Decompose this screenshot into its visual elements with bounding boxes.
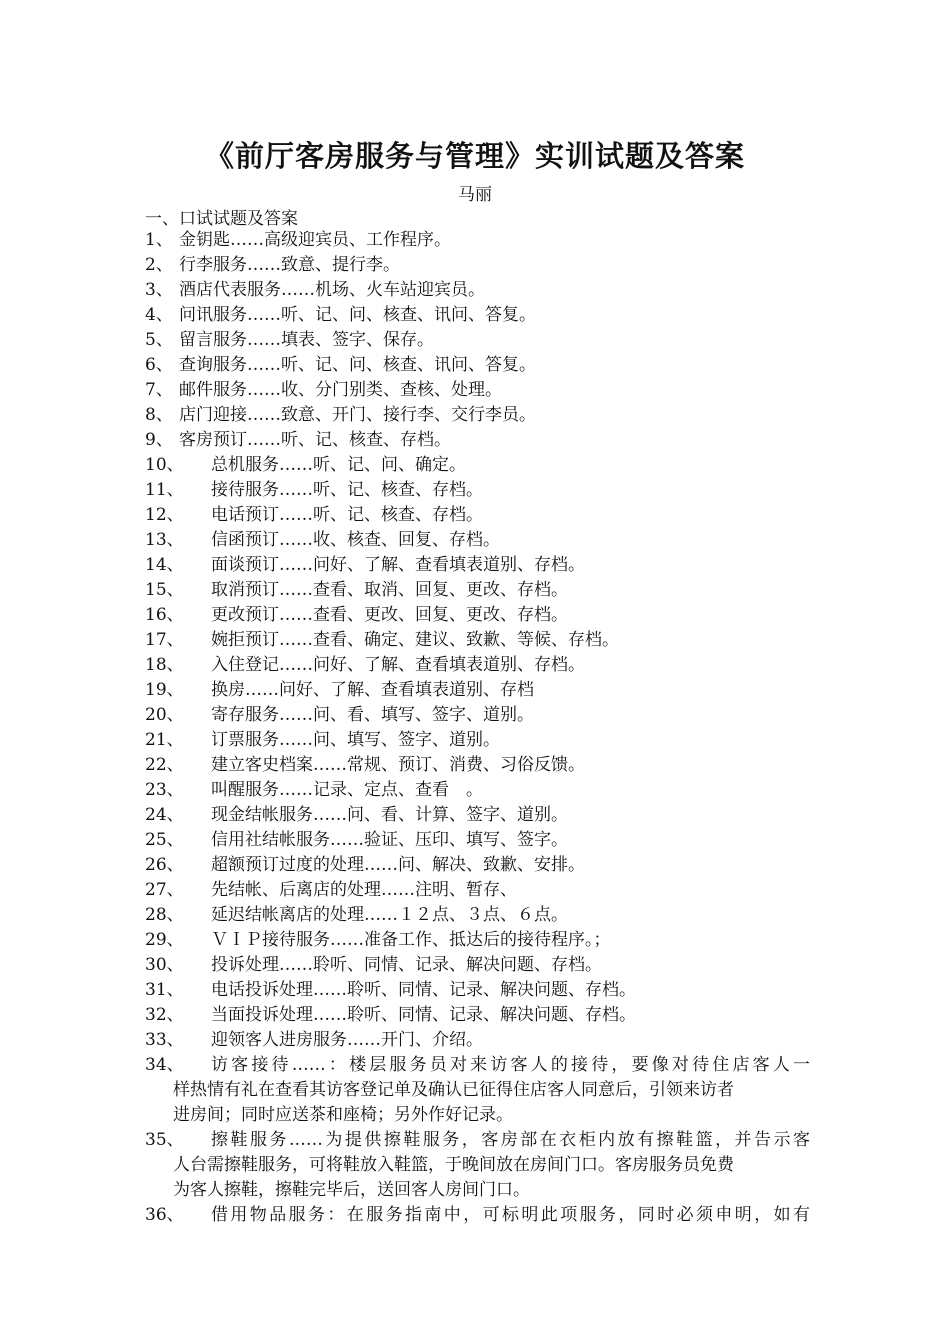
item-number: 10、 bbox=[145, 455, 184, 475]
list-item bbox=[145, 403, 810, 428]
list-item bbox=[145, 878, 810, 903]
paragraph-line: 样热情有礼在查看其访客登记单及确认已征得住店客人同意后，引领来访者 bbox=[173, 1080, 734, 1100]
item-text: 入住登记……问好、了解、查看填表道别、存档。 bbox=[211, 655, 585, 675]
document-title: 《前厅客房服务与管理》实训试题及答案 bbox=[204, 139, 745, 173]
list-item bbox=[145, 503, 810, 528]
item-text: 电话预订……听、记、核查、存档。 bbox=[211, 505, 483, 525]
item-number: 27、 bbox=[145, 880, 184, 900]
item-number: 2、 bbox=[145, 255, 173, 275]
paragraph-line: 进房间；同时应送茶和座椅；另外作好记录。 bbox=[173, 1105, 513, 1125]
item-number: 5、 bbox=[145, 330, 173, 350]
item-text: 寄存服务……问、看、填写、签字、道别。 bbox=[211, 705, 534, 725]
item-number: 3、 bbox=[145, 280, 173, 300]
item-number: 24、 bbox=[145, 805, 184, 825]
list-item bbox=[145, 978, 810, 1003]
list-item bbox=[145, 703, 810, 728]
list-item bbox=[145, 453, 810, 478]
list-item-paragraph bbox=[145, 1053, 810, 1128]
item-text: 叫醒服务……记录、定点、查看 。 bbox=[211, 780, 483, 800]
item-text: 留言服务……填表、签字、保存。 bbox=[179, 330, 434, 350]
paragraph-first-line: 擦鞋服务……为提供擦鞋服务，客房部在衣柜内放有擦鞋篮，并告示客 bbox=[211, 1130, 810, 1150]
author-name: 马丽 bbox=[458, 185, 492, 205]
item-text: 电话投诉处理……聆听、同情、记录、解决问题、存档。 bbox=[211, 980, 636, 1000]
item-number: 18、 bbox=[145, 655, 184, 675]
list-item bbox=[145, 428, 810, 453]
item-number: 34、 bbox=[145, 1055, 184, 1075]
item-text: 婉拒预订……查看、确定、建议、致歉、等候、存档。 bbox=[211, 630, 619, 650]
item-text: 投诉处理……聆听、同情、记录、解决问题、存档。 bbox=[211, 955, 602, 975]
item-text: 订票服务……问、填写、签字、道别。 bbox=[211, 730, 500, 750]
list-item bbox=[145, 653, 810, 678]
paragraph-line: 为客人擦鞋，擦鞋完毕后，送回客人房间门口。 bbox=[173, 1180, 530, 1200]
item-number: 19、 bbox=[145, 680, 184, 700]
item-number: 36、 bbox=[145, 1205, 184, 1225]
paragraph-first-line: 访客接待……：楼层服务员对来访客人的接待，要像对待住店客人一 bbox=[211, 1055, 810, 1075]
list-item bbox=[145, 928, 810, 953]
list-item bbox=[145, 778, 810, 803]
item-text: 查询服务……听、记、问、核查、讯问、答复。 bbox=[179, 355, 536, 375]
item-number: 1、 bbox=[145, 230, 173, 250]
item-text: 延迟结帐离店的处理……１２点、３点、６点。 bbox=[211, 905, 568, 925]
item-text: 超额预订过度的处理……问、解决、致歉、安排。 bbox=[211, 855, 585, 875]
item-text: 先结帐、后离店的处理……注明、暂存、 bbox=[211, 880, 517, 900]
item-text: 换房……问好、了解、查看填表道别、存档 bbox=[211, 680, 534, 700]
item-text: 问讯服务……听、记、问、核查、讯问、答复。 bbox=[179, 305, 536, 325]
list-item bbox=[145, 278, 810, 303]
item-number: 6、 bbox=[145, 355, 173, 375]
item-text: 信用社结帐服务……验证、压印、填写、签字。 bbox=[211, 830, 568, 850]
item-number: 7、 bbox=[145, 380, 173, 400]
item-text: 店门迎接……致意、开门、接行李、交行李员。 bbox=[179, 405, 536, 425]
item-number: 14、 bbox=[145, 555, 184, 575]
item-text: 取消预订……查看、取消、回复、更改、存档。 bbox=[211, 580, 568, 600]
item-number: 31、 bbox=[145, 980, 184, 1000]
item-number: 13、 bbox=[145, 530, 184, 550]
item-text: 当面投诉处理……聆听、同情、记录、解决问题、存档。 bbox=[211, 1005, 636, 1025]
item-number: 11、 bbox=[145, 480, 184, 500]
item-text: 迎领客人进房服务……开门、介绍。 bbox=[211, 1030, 483, 1050]
list-item bbox=[145, 953, 810, 978]
list-item-paragraph bbox=[145, 1203, 810, 1228]
item-number: 32、 bbox=[145, 1005, 184, 1025]
section-heading: 一、口试试题及答案 bbox=[145, 209, 298, 229]
list-item bbox=[145, 628, 810, 653]
list-item bbox=[145, 528, 810, 553]
item-text: 邮件服务……收、分门别类、查核、处理。 bbox=[179, 380, 502, 400]
paragraph-first-line: 借用物品服务：在服务指南中，可标明此项服务，同时必须申明，如有 bbox=[211, 1205, 810, 1225]
question-list bbox=[145, 228, 810, 1228]
item-text: 信函预订……收、核查、回复、存档。 bbox=[211, 530, 500, 550]
item-text: 酒店代表服务……机场、火车站迎宾员。 bbox=[179, 280, 485, 300]
list-item bbox=[145, 328, 810, 353]
item-text: 金钥匙……高级迎宾员、工作程序。 bbox=[179, 230, 451, 250]
list-item bbox=[145, 828, 810, 853]
item-number: 9、 bbox=[145, 430, 173, 450]
item-number: 20、 bbox=[145, 705, 184, 725]
list-item bbox=[145, 803, 810, 828]
item-text: 现金结帐服务……问、看、计算、签字、道别。 bbox=[211, 805, 568, 825]
item-number: 23、 bbox=[145, 780, 184, 800]
item-number: 28、 bbox=[145, 905, 184, 925]
item-number: 33、 bbox=[145, 1030, 184, 1050]
item-text: 接待服务……听、记、核查、存档。 bbox=[211, 480, 483, 500]
list-item bbox=[145, 728, 810, 753]
list-item bbox=[145, 253, 810, 278]
paragraph-line: 人台需擦鞋服务，可将鞋放入鞋篮，于晚间放在房间门口。客房服务员免费 bbox=[173, 1155, 734, 1175]
list-item bbox=[145, 578, 810, 603]
list-item bbox=[145, 553, 810, 578]
item-text: 客房预订……听、记、核查、存档。 bbox=[179, 430, 451, 450]
item-number: 30、 bbox=[145, 955, 184, 975]
list-item bbox=[145, 228, 810, 253]
list-item bbox=[145, 753, 810, 778]
item-number: 21、 bbox=[145, 730, 184, 750]
list-item bbox=[145, 378, 810, 403]
list-item bbox=[145, 303, 810, 328]
item-number: 12、 bbox=[145, 505, 184, 525]
item-number: 15、 bbox=[145, 580, 184, 600]
item-number: 17、 bbox=[145, 630, 184, 650]
item-number: 22、 bbox=[145, 755, 184, 775]
list-item bbox=[145, 1003, 810, 1028]
item-text: 更改预订……查看、更改、回复、更改、存档。 bbox=[211, 605, 568, 625]
list-item bbox=[145, 478, 810, 503]
item-number: 26、 bbox=[145, 855, 184, 875]
item-number: 25、 bbox=[145, 830, 184, 850]
item-text: 面谈预订……问好、了解、查看填表道别、存档。 bbox=[211, 555, 585, 575]
item-number: 35、 bbox=[145, 1130, 184, 1150]
list-item bbox=[145, 603, 810, 628]
item-number: 16、 bbox=[145, 605, 184, 625]
list-item bbox=[145, 1028, 810, 1053]
list-item bbox=[145, 853, 810, 878]
item-text: 建立客史档案……常规、预订、消费、习俗反馈。 bbox=[211, 755, 585, 775]
list-item bbox=[145, 353, 810, 378]
list-item bbox=[145, 678, 810, 703]
item-number: 29、 bbox=[145, 930, 184, 950]
item-number: 4、 bbox=[145, 305, 173, 325]
item-text: 行李服务……致意、提行李。 bbox=[179, 255, 400, 275]
list-item bbox=[145, 903, 810, 928]
item-text: 总机服务……听、记、问、确定。 bbox=[211, 455, 466, 475]
item-number: 8、 bbox=[145, 405, 173, 425]
item-text: ＶＩＰ接待服务……准备工作、抵达后的接待程序。； bbox=[211, 930, 611, 950]
list-item-paragraph bbox=[145, 1128, 810, 1203]
